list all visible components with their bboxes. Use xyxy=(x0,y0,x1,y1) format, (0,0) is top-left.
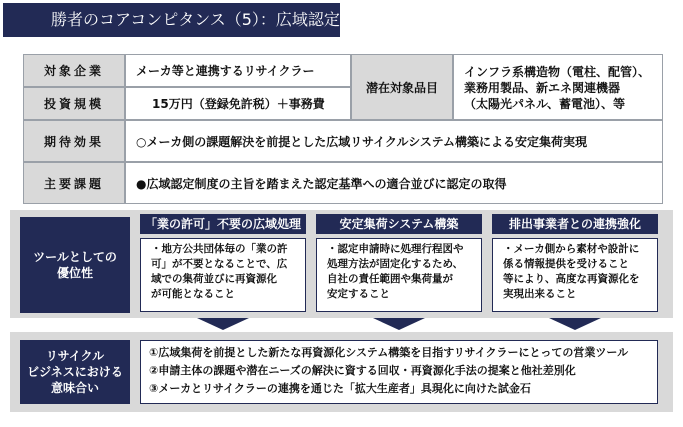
tool-column-3-line: 等により、高度な再資源化を xyxy=(503,273,640,285)
tool-column-1-body xyxy=(140,238,306,312)
main-issue-value-text: ●広域認定制度の主旨を踏まえた認定基準への適合並びに認定の取得 xyxy=(136,176,507,191)
investment-label-text: 投資規模 xyxy=(43,97,104,111)
meaning-item: ①広域集荷を前提とした新たな再資源化システム構築を目指すリサイクラーにとっての営業ツール xyxy=(149,346,629,359)
potential-items-label xyxy=(351,54,453,120)
potential-items-line: （太陽光パネル、蓄電池）、等 xyxy=(464,97,626,111)
info-table xyxy=(23,54,663,204)
target-company-label-text: 対象企業 xyxy=(43,64,104,78)
down-arrow-icon xyxy=(549,318,601,330)
tool-column-1-line: 可」が不要となることで、広 xyxy=(151,258,288,270)
tool-column-2-line: 処理方法が固定化するため、 xyxy=(327,258,464,270)
expected-effect-value xyxy=(125,120,663,162)
target-company-value xyxy=(125,54,351,87)
tool-column-1-line: 域での集荷並びに再資源化 xyxy=(151,273,277,285)
tool-column-3-line: 係る情報提供を受けること xyxy=(503,258,629,270)
investment-label xyxy=(23,87,125,120)
expected-effect-value-text: ○メーカ側の課題解決を前提とした広域リサイクルシステム構築による安定集荷実現 xyxy=(136,134,588,149)
tool-column-2-line: ・認定申請時に処理行程図や xyxy=(327,243,464,255)
potential-items-line: 業務用製品、新エネ関連機器 xyxy=(464,81,621,95)
expected-effect-label-text: 期待効果 xyxy=(43,134,104,149)
tool-column-3-header: 排出事業者との連携強化 xyxy=(492,214,658,234)
main-issue-label xyxy=(23,162,125,204)
meaning-item: ②申請主体の課題や潜在ニーズの解決に資する回収・再資源化手法の提案と他社差別化 xyxy=(149,364,576,377)
investment-value xyxy=(125,87,351,120)
potential-items-label-text: 潜在対象品目 xyxy=(365,80,438,95)
potential-items-line: インフラ系構造物（電柱、配管）、 xyxy=(464,65,651,79)
tool-column-2-line: 自社の責任範囲や集荷量が xyxy=(327,273,453,285)
meaning-item: ③メーカとリサイクラーの連携を通じた「拡大生産者」具現化に向けた試金石 xyxy=(149,382,531,395)
down-arrow-icon xyxy=(197,318,249,330)
expected-effect-label xyxy=(23,120,125,162)
tool-column-1-header: 「業の許可」不要の広域処理 xyxy=(140,214,306,234)
tool-column-3-line: ・メーカ側から素材や設計に xyxy=(503,243,640,255)
tool-column-2-header: 安定集荷システム構築 xyxy=(316,214,482,234)
meaning-list xyxy=(140,340,658,404)
main-issue-label-text: 主要課題 xyxy=(43,176,104,191)
tool-label: ツールとしての 優位性 xyxy=(20,217,130,313)
tool-column-2-body xyxy=(316,238,482,312)
tool-column-3-line: 実現出来ること xyxy=(503,288,577,300)
tool-column-1-line: ・地方公共団体毎の「業の許 xyxy=(151,243,288,255)
down-arrow-icon xyxy=(373,318,425,330)
investment-value-text: 15万円（登録免許税）＋事務費 xyxy=(152,97,325,111)
meaning-label: リサイクル ビジネスにおける 意味合い xyxy=(20,340,130,404)
tool-column-2-line: 安定すること xyxy=(327,288,390,300)
target-company-value-text: メーカ等と連携するリサイクラー xyxy=(136,64,315,78)
potential-items-value xyxy=(453,54,663,120)
tool-column-3-body xyxy=(492,238,658,312)
main-issue-value xyxy=(125,162,663,204)
page-title: 勝者のコアコンピタンス（5）：広域認定 xyxy=(3,3,340,37)
target-company-label xyxy=(23,54,125,87)
tool-column-1-line: が可能となること xyxy=(151,288,235,300)
